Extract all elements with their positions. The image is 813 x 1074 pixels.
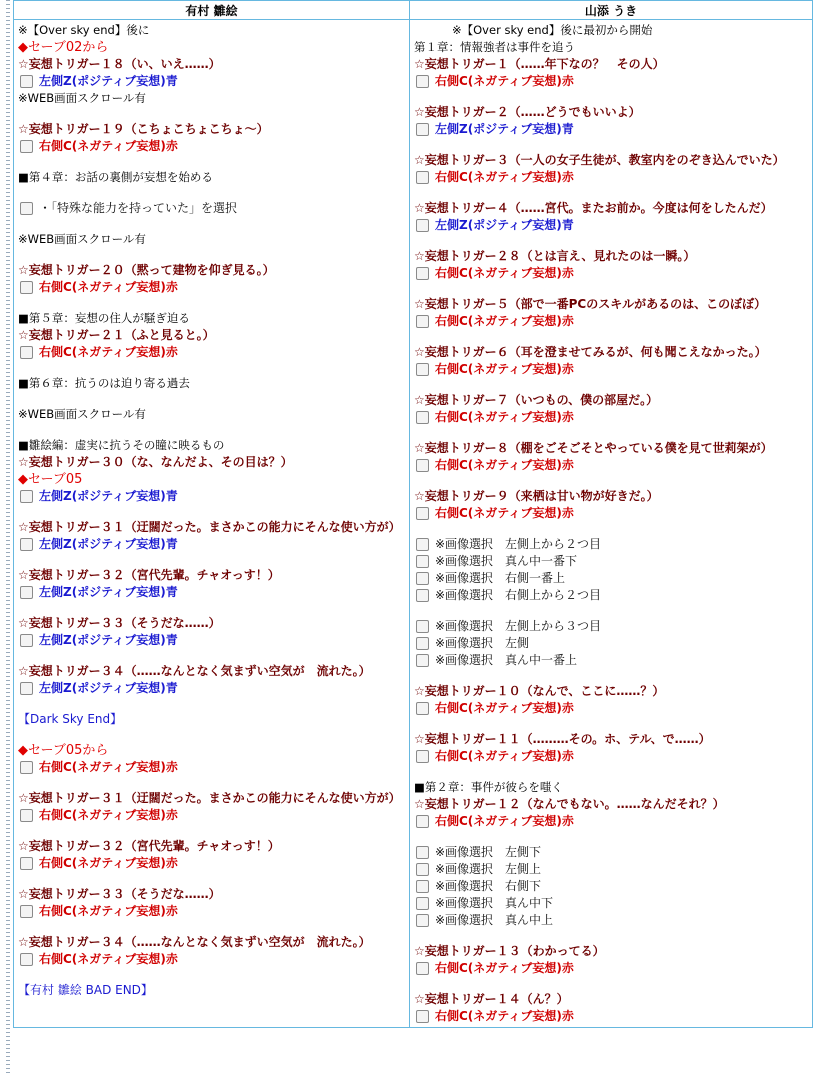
spacer	[18, 872, 405, 886]
choice-label: 右側C(ネガティブ妄想)赤	[435, 506, 574, 520]
spacer	[414, 330, 808, 344]
checkbox[interactable]	[416, 171, 429, 184]
choice-item[interactable]	[414, 618, 808, 635]
choice-label: 右側C(ネガティブ妄想)赤	[39, 856, 178, 870]
delusion-trigger: ☆妄想トリガー２１（ふと見ると。）	[18, 328, 215, 342]
spacer	[414, 234, 808, 248]
column-header-arimura: 有村 雛絵	[14, 1, 410, 20]
ending-label: 【有村 雛絵 BAD END】	[18, 983, 153, 997]
checkbox[interactable]	[416, 123, 429, 136]
delusion-trigger: ☆妄想トリガー１９（こちょこちょこちょ～）	[18, 122, 269, 136]
choice-label: ※画像選択 左側上から２つ目	[435, 537, 602, 551]
checkbox[interactable]	[416, 219, 429, 232]
spacer	[18, 186, 405, 200]
delusion-trigger: ☆妄想トリガー３２（宮代先輩。チャオっす！）	[18, 839, 280, 853]
choice-item[interactable]	[18, 584, 405, 601]
delusion-trigger: ☆妄想トリガー３３（そうだな……）	[18, 616, 221, 630]
spacer	[18, 392, 405, 406]
checkbox[interactable]	[416, 914, 429, 927]
delusion-trigger: ☆妄想トリガー７（いつもの、僕の部屋だ。）	[414, 393, 659, 407]
checkbox[interactable]	[416, 267, 429, 280]
checkbox[interactable]	[20, 586, 33, 599]
spacer	[414, 669, 808, 683]
note-text: 第１章：情報強者は事件を追う	[414, 40, 575, 54]
checkbox[interactable]	[20, 953, 33, 966]
choice-label: 右側C(ネガティブ妄想)赤	[39, 904, 178, 918]
delusion-trigger: ☆妄想トリガー１３（わかってる）	[414, 944, 605, 958]
delusion-trigger: ☆妄想トリガー８（棚をごそごそとやっている僕を見て世莉架が）	[414, 441, 773, 455]
note-text: ※WEB画面スクロール有	[18, 407, 146, 421]
spacer	[18, 217, 405, 231]
choice-label: ※画像選択 左側下	[435, 845, 542, 859]
spacer	[18, 920, 405, 934]
checkbox[interactable]	[416, 459, 429, 472]
spacer	[18, 697, 405, 711]
choice-label: 右側C(ネガティブ妄想)赤	[39, 139, 178, 153]
checkbox[interactable]	[416, 75, 429, 88]
note-text: ■雛絵編：虚実に抗うその瞳に映るもの	[18, 438, 225, 452]
choice-label: 左側Z(ポジティブ妄想)青	[39, 74, 178, 88]
choice-item[interactable]	[18, 680, 405, 697]
choice-label: 右側C(ネガティブ妄想)赤	[39, 952, 178, 966]
choice-label: 右側C(ネガティブ妄想)赤	[435, 170, 574, 184]
spacer	[414, 474, 808, 488]
spacer	[414, 765, 808, 779]
page-margin-guide	[0, 0, 13, 1074]
choice-label: 左側Z(ポジティブ妄想)青	[435, 218, 574, 232]
choice-item[interactable]	[414, 813, 808, 830]
checkbox[interactable]	[416, 846, 429, 859]
checkbox[interactable]	[20, 857, 33, 870]
column-header-yamazoe: 山添 うき	[410, 1, 813, 20]
checkbox[interactable]	[416, 538, 429, 551]
checkbox[interactable]	[20, 140, 33, 153]
checkbox[interactable]	[20, 634, 33, 647]
spacer	[18, 968, 405, 982]
checkbox[interactable]	[20, 905, 33, 918]
choice-label: ※画像選択 左側上から３つ目	[435, 619, 602, 633]
choice-label: 右側C(ネガティブ妄想)赤	[39, 345, 178, 359]
checkbox[interactable]	[20, 202, 33, 215]
checkbox[interactable]	[416, 315, 429, 328]
spacer	[414, 929, 808, 943]
checkbox[interactable]	[416, 620, 429, 633]
checkbox[interactable]	[416, 555, 429, 568]
choice-label: 左側Z(ポジティブ妄想)青	[39, 489, 178, 503]
choice-label: 右側C(ネガティブ妄想)赤	[39, 760, 178, 774]
delusion-trigger: ☆妄想トリガー１４（ん？）	[414, 992, 569, 1006]
note-text: ■第６章：抗うのは迫り寄る過去	[18, 376, 190, 390]
checkbox[interactable]	[416, 702, 429, 715]
spacer	[18, 601, 405, 615]
choice-item[interactable]	[414, 1008, 808, 1025]
spacer	[18, 776, 405, 790]
choice-item[interactable]	[18, 903, 405, 920]
choice-item[interactable]	[414, 635, 808, 652]
choice-label: 右側C(ネガティブ妄想)赤	[435, 314, 574, 328]
delusion-trigger: ☆妄想トリガー４（……宮代。またお前か。今度は何をしたんだ）	[414, 201, 773, 215]
choice-label: ・「特殊な能力を持っていた」を選択	[39, 201, 238, 215]
delusion-trigger: ☆妄想トリガー６（耳を澄ませてみるが、何も聞こえなかった。）	[414, 345, 767, 359]
choice-label: 右側C(ネガティブ妄想)赤	[39, 808, 178, 822]
spacer	[18, 505, 405, 519]
delusion-trigger: ☆妄想トリガー３（一人の女子生徒が、教室内をのぞき込んでいた）	[414, 153, 785, 167]
choice-label: ※画像選択 左側	[435, 636, 530, 650]
spacer	[414, 138, 808, 152]
checkbox[interactable]	[416, 880, 429, 893]
spacer	[18, 361, 405, 375]
spacer	[18, 155, 405, 169]
choice-item[interactable]	[414, 912, 808, 929]
choice-item[interactable]	[414, 844, 808, 861]
save-marker: ◆セーブ05から	[18, 743, 109, 758]
checkbox[interactable]	[416, 962, 429, 975]
checkbox[interactable]	[416, 654, 429, 667]
choice-label: ※画像選択 右側一番上	[435, 571, 566, 585]
choice-item[interactable]	[414, 700, 808, 717]
checkbox[interactable]	[20, 75, 33, 88]
spacer	[18, 296, 405, 310]
checkbox[interactable]	[416, 815, 429, 828]
choice-label: 右側C(ネガティブ妄想)赤	[435, 961, 574, 975]
spacer	[414, 90, 808, 104]
spacer	[414, 282, 808, 296]
delusion-trigger: ☆妄想トリガー２０（黙って建物を仰ぎ見る。）	[18, 263, 275, 277]
choice-label: ※画像選択 真ん中上	[435, 913, 554, 927]
delusion-trigger: ☆妄想トリガー１（……年下なの？ その人）	[414, 57, 665, 71]
choice-item[interactable]	[414, 505, 808, 522]
choice-item[interactable]	[414, 861, 808, 878]
choice-label: 右側C(ネガティブ妄想)赤	[435, 701, 574, 715]
delusion-trigger: ☆妄想トリガー３３（そうだな……）	[18, 887, 221, 901]
delusion-trigger: ☆妄想トリガー３１（迂闊だった。まさかこの能力にそんな使い方が）	[18, 791, 401, 805]
note-text: ※WEB画面スクロール有	[18, 232, 146, 246]
checkbox[interactable]	[416, 897, 429, 910]
arimura-route-column	[14, 20, 410, 1028]
choice-label: ※画像選択 右側上から２つ目	[435, 588, 602, 602]
spacer	[18, 248, 405, 262]
choice-item[interactable]	[414, 587, 808, 604]
spacer	[414, 186, 808, 200]
choice-label: 右側C(ネガティブ妄想)赤	[435, 749, 574, 763]
choice-item[interactable]	[414, 409, 808, 426]
spacer	[414, 426, 808, 440]
note-text: ■第５章：妄想の住人が騒ぎ迫る	[18, 311, 190, 325]
choice-item[interactable]	[414, 553, 808, 570]
choice-item[interactable]	[18, 855, 405, 872]
choice-label: 右側C(ネガティブ妄想)赤	[435, 410, 574, 424]
choice-label: ※画像選択 右側下	[435, 879, 542, 893]
delusion-trigger: ☆妄想トリガー５（部で一番PCのスキルがあるのは、このぼぼ）	[414, 297, 767, 311]
choice-item[interactable]	[414, 265, 808, 282]
choice-item[interactable]	[18, 279, 405, 296]
choice-item[interactable]	[414, 313, 808, 330]
checkbox[interactable]	[20, 809, 33, 822]
note-text: ■第２章：事件が彼らを嗤く	[414, 780, 563, 794]
spacer	[414, 522, 808, 536]
checkbox[interactable]	[416, 363, 429, 376]
delusion-trigger: ☆妄想トリガー９（来栖は甘い物が好きだ。）	[414, 489, 659, 503]
choice-item[interactable]	[414, 73, 808, 90]
note-text: ※【Over sky end】後に	[18, 23, 150, 37]
choice-item[interactable]	[18, 951, 405, 968]
spacer	[414, 830, 808, 844]
choice-label: 右側C(ネガティブ妄想)赤	[39, 280, 178, 294]
choice-label: 左側Z(ポジティブ妄想)青	[39, 633, 178, 647]
save-marker: ◆セーブ05	[18, 472, 83, 487]
delusion-trigger: ☆妄想トリガー２８（とは言え、見れたのは一瞬。）	[414, 249, 696, 263]
ending-label: 【Dark Sky End】	[18, 712, 123, 726]
note-text: ※WEB画面スクロール有	[18, 91, 146, 105]
choice-label: ※画像選択 真ん中一番上	[435, 653, 578, 667]
choice-label: 右側C(ネガティブ妄想)赤	[435, 814, 574, 828]
choice-label: ※画像選択 左側上	[435, 862, 542, 876]
choice-item[interactable]	[18, 632, 405, 649]
delusion-trigger: ☆妄想トリガー３０（な、なんだよ、その目は？）	[18, 455, 293, 469]
checkbox[interactable]	[20, 682, 33, 695]
choice-item[interactable]	[414, 960, 808, 977]
choice-label: 左側Z(ポジティブ妄想)青	[39, 681, 178, 695]
choice-label: 左側Z(ポジティブ妄想)青	[39, 585, 178, 599]
checkbox[interactable]	[20, 538, 33, 551]
choice-item[interactable]	[414, 748, 808, 765]
choice-item[interactable]	[18, 138, 405, 155]
choice-label: 右側C(ネガティブ妄想)赤	[435, 362, 574, 376]
spacer	[414, 717, 808, 731]
choice-item[interactable]	[18, 488, 405, 505]
choice-item[interactable]	[414, 570, 808, 587]
choice-item[interactable]	[414, 169, 808, 186]
checkbox[interactable]	[416, 411, 429, 424]
checkbox[interactable]	[416, 1010, 429, 1023]
choice-item[interactable]	[414, 217, 808, 234]
note-text: ■第４章：お話の裏側が妄想を始める	[18, 170, 213, 184]
delusion-trigger: ☆妄想トリガー１１（………その。ホ、テル、で……）	[414, 732, 711, 746]
spacer	[18, 649, 405, 663]
choice-item[interactable]	[414, 457, 808, 474]
checkbox[interactable]	[20, 761, 33, 774]
checkbox[interactable]	[20, 281, 33, 294]
spacer	[414, 977, 808, 991]
delusion-trigger: ☆妄想トリガー３４（……なんとなく気まずい空気が 流れた。）	[18, 664, 371, 678]
choice-item[interactable]	[18, 759, 405, 776]
delusion-trigger: ☆妄想トリガー３２（宮代先輩。チャオっす！）	[18, 568, 280, 582]
checkbox[interactable]	[20, 346, 33, 359]
spacer	[18, 107, 405, 121]
spacer	[414, 378, 808, 392]
delusion-trigger: ☆妄想トリガー１８（い、いえ……）	[18, 57, 221, 71]
choice-item[interactable]	[18, 807, 405, 824]
checkbox[interactable]	[416, 637, 429, 650]
delusion-trigger: ☆妄想トリガー２（……どうでもいいよ）	[414, 105, 641, 119]
note-text: ※【Over sky end】後に最初から開始	[452, 23, 653, 37]
checkbox[interactable]	[416, 572, 429, 585]
choice-item[interactable]	[414, 121, 808, 138]
choice-item[interactable]	[414, 536, 808, 553]
choice-item[interactable]	[414, 361, 808, 378]
choice-item[interactable]	[414, 895, 808, 912]
choice-label: 右側C(ネガティブ妄想)赤	[435, 1009, 574, 1023]
choice-label: 右側C(ネガティブ妄想)赤	[435, 458, 574, 472]
choice-item[interactable]	[18, 536, 405, 553]
checkbox[interactable]	[416, 507, 429, 520]
checkbox[interactable]	[416, 589, 429, 602]
spacer	[18, 553, 405, 567]
choice-item[interactable]	[414, 878, 808, 895]
delusion-trigger: ☆妄想トリガー３１（迂闊だった。まさかこの能力にそんな使い方が）	[18, 520, 401, 534]
choice-item[interactable]	[414, 652, 808, 669]
walkthrough-table	[13, 0, 813, 1028]
choice-label: 左側Z(ポジティブ妄想)青	[39, 537, 178, 551]
choice-label: 左側Z(ポジティブ妄想)青	[435, 122, 574, 136]
delusion-trigger: ☆妄想トリガー１０（なんで、ここに……？）	[414, 684, 665, 698]
choice-label: 右側C(ネガティブ妄想)赤	[435, 74, 574, 88]
choice-label: ※画像選択 真ん中下	[435, 896, 554, 910]
spacer	[18, 423, 405, 437]
yamazoe-route-column	[410, 20, 813, 1028]
choice-label: 右側C(ネガティブ妄想)赤	[435, 266, 574, 280]
spacer	[414, 604, 808, 618]
choice-item[interactable]	[18, 344, 405, 361]
spacer	[18, 824, 405, 838]
choice-label: ※画像選択 真ん中一番下	[435, 554, 578, 568]
checkbox[interactable]	[20, 490, 33, 503]
checkbox[interactable]	[416, 863, 429, 876]
save-marker: ◆セーブ02から	[18, 40, 109, 55]
spacer	[18, 728, 405, 742]
choice-item[interactable]	[18, 73, 405, 90]
delusion-trigger: ☆妄想トリガー３４（……なんとなく気まずい空気が 流れた。）	[18, 935, 371, 949]
choice-item[interactable]	[18, 200, 405, 217]
checkbox[interactable]	[416, 750, 429, 763]
delusion-trigger: ☆妄想トリガー１２（なんでもない。……なんだそれ？）	[414, 797, 725, 811]
